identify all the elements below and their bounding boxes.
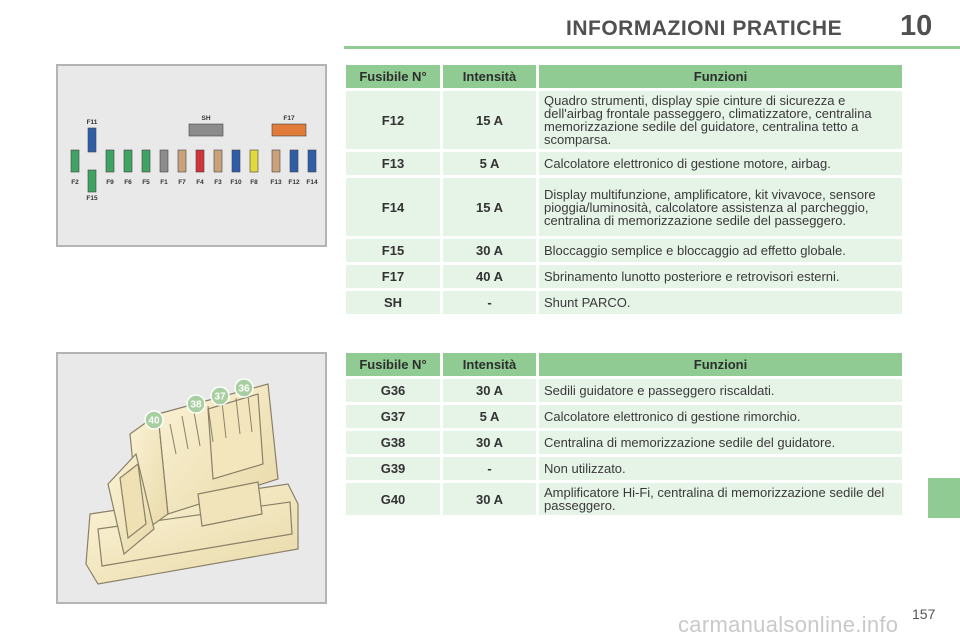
fuse-label-f12: F12 <box>288 179 300 186</box>
fuse-f11 <box>88 128 96 152</box>
fuse-amperage: 15 A <box>443 91 536 149</box>
relay-box-illustration <box>58 354 325 602</box>
fuse-label-f8: F8 <box>250 179 258 186</box>
shunt-label-sh: SH <box>201 115 211 122</box>
fuse-id: F14 <box>346 178 440 236</box>
fuse-amperage: 30 A <box>443 379 536 402</box>
fuse-f14 <box>308 150 316 172</box>
fuse-id: F13 <box>346 152 440 175</box>
table-row <box>346 483 902 515</box>
fuse-id: F15 <box>346 239 440 262</box>
fuse-label-f1: F1 <box>160 179 168 186</box>
fuse-f6 <box>124 150 132 172</box>
table-row <box>346 152 902 175</box>
fuse-function: Quadro strumenti, display spie cinture di sicurezza e dell'airbag frontale passeggero, climatizzatore, centralina memorizzazione sedile del guidatore, centralina tetto a scomparsa. <box>539 91 902 149</box>
fuse-label-f14: F14 <box>306 179 318 186</box>
col-header-functions: Funzioni <box>539 353 902 376</box>
table-header-row <box>346 65 902 88</box>
col-header-fuse: Fusibile N° <box>346 65 440 88</box>
fuse-f7 <box>178 150 186 172</box>
fuse-function: Sedili guidatore e passeggero riscaldati. <box>539 379 902 402</box>
fuse-amperage: - <box>443 291 536 314</box>
table-row <box>346 379 902 402</box>
fuse-f15 <box>88 170 96 192</box>
callout-label-40: 40 <box>148 415 160 427</box>
chapter-side-tab <box>928 478 960 518</box>
chapter-number: 10 <box>900 10 933 42</box>
fuse-id: F17 <box>346 265 440 288</box>
watermark-text: carmanualsonline.info <box>678 612 899 637</box>
header-divider <box>344 46 960 49</box>
fuse-table-relay <box>343 350 905 518</box>
col-header-amperage: Intensità <box>443 65 536 88</box>
fuse-function: Calcolatore elettronico di gestione rimorchio. <box>539 405 902 428</box>
fuse-label-f2: F2 <box>71 179 79 186</box>
fusebox-illustration <box>58 66 325 245</box>
fuse-amperage: 30 A <box>443 483 536 515</box>
fuse-label-f17: F17 <box>283 115 295 122</box>
table-row <box>346 91 902 149</box>
fuse-function: Display multifunzione, amplificatore, kit vivavoce, sensore pioggia/luminosità, calcolatore assistenza al parcheggio, centralina di memorizzazione sedile del passeggero. <box>539 178 902 236</box>
fuse-function: Amplificatore Hi-Fi, centralina di memorizzazione sedile del passeggero. <box>539 483 902 515</box>
col-header-fuse: Fusibile N° <box>346 353 440 376</box>
fusebox-diagram <box>56 64 327 247</box>
fuse-amperage: 40 A <box>443 265 536 288</box>
fuse-f4 <box>196 150 204 172</box>
fuse-id: F12 <box>346 91 440 149</box>
fuse-amperage: 5 A <box>443 152 536 175</box>
fuse-function: Shunt PARCO. <box>539 291 902 314</box>
fuse-label-f9: F9 <box>106 179 114 186</box>
fuse-f13 <box>272 150 280 172</box>
fuse-label-f5: F5 <box>142 179 150 186</box>
fuse-f9 <box>106 150 114 172</box>
fuse-label-f3: F3 <box>214 179 222 186</box>
section-title: INFORMAZIONI PRATICHE <box>566 17 843 40</box>
fuse-id: G38 <box>346 431 440 454</box>
fuse-f3 <box>214 150 222 172</box>
table-row <box>346 405 902 428</box>
fuse-f12 <box>290 150 298 172</box>
table-row <box>346 431 902 454</box>
fuse-function: Bloccaggio semplice e bloccaggio ad effetto globale. <box>539 239 902 262</box>
fuse-label-f7: F7 <box>178 179 186 186</box>
fuse-label-f13: F13 <box>270 179 282 186</box>
fuse-id: G39 <box>346 457 440 480</box>
fuse-id: G40 <box>346 483 440 515</box>
fuse-label-f11: F11 <box>86 119 98 126</box>
fuse-f10 <box>232 150 240 172</box>
callout-label-36: 36 <box>238 383 250 395</box>
fuse-amperage: 30 A <box>443 431 536 454</box>
fuse-amperage: - <box>443 457 536 480</box>
table-row <box>346 291 902 314</box>
fuse-label-f4: F4 <box>196 179 204 186</box>
fuse-f5 <box>142 150 150 172</box>
fuse-id: G36 <box>346 379 440 402</box>
shunt-sh <box>189 124 223 136</box>
fuse-label-f15: F15 <box>86 195 98 202</box>
page-number: 157 <box>912 606 936 622</box>
fuse-table-primary <box>343 62 905 317</box>
fuse-id: SH <box>346 291 440 314</box>
table-row <box>346 239 902 262</box>
fuse-amperage: 15 A <box>443 178 536 236</box>
table-row <box>346 178 902 236</box>
fuse-function: Calcolatore elettronico di gestione motore, airbag. <box>539 152 902 175</box>
fuse-label-f6: F6 <box>124 179 132 186</box>
table-row <box>346 457 902 480</box>
fuse-id: G37 <box>346 405 440 428</box>
fuse-function: Non utilizzato. <box>539 457 902 480</box>
col-header-functions: Funzioni <box>539 65 902 88</box>
callout-label-37: 37 <box>214 391 226 403</box>
fuse-amperage: 30 A <box>443 239 536 262</box>
fuse-label-f10: F10 <box>230 179 242 186</box>
fuse-f2 <box>71 150 79 172</box>
table-row <box>346 265 902 288</box>
relay-box-diagram <box>56 352 327 604</box>
fuse-function: Centralina di memorizzazione sedile del guidatore. <box>539 431 902 454</box>
fuse-f8 <box>250 150 258 172</box>
col-header-amperage: Intensità <box>443 353 536 376</box>
fuse-f17 <box>272 124 306 136</box>
table-header-row <box>346 353 902 376</box>
fuse-function: Sbrinamento lunotto posteriore e retrovisori esterni. <box>539 265 902 288</box>
fuse-amperage: 5 A <box>443 405 536 428</box>
callout-label-38: 38 <box>190 399 202 411</box>
fuse-f1 <box>160 150 168 172</box>
relay-box-body <box>86 384 298 584</box>
